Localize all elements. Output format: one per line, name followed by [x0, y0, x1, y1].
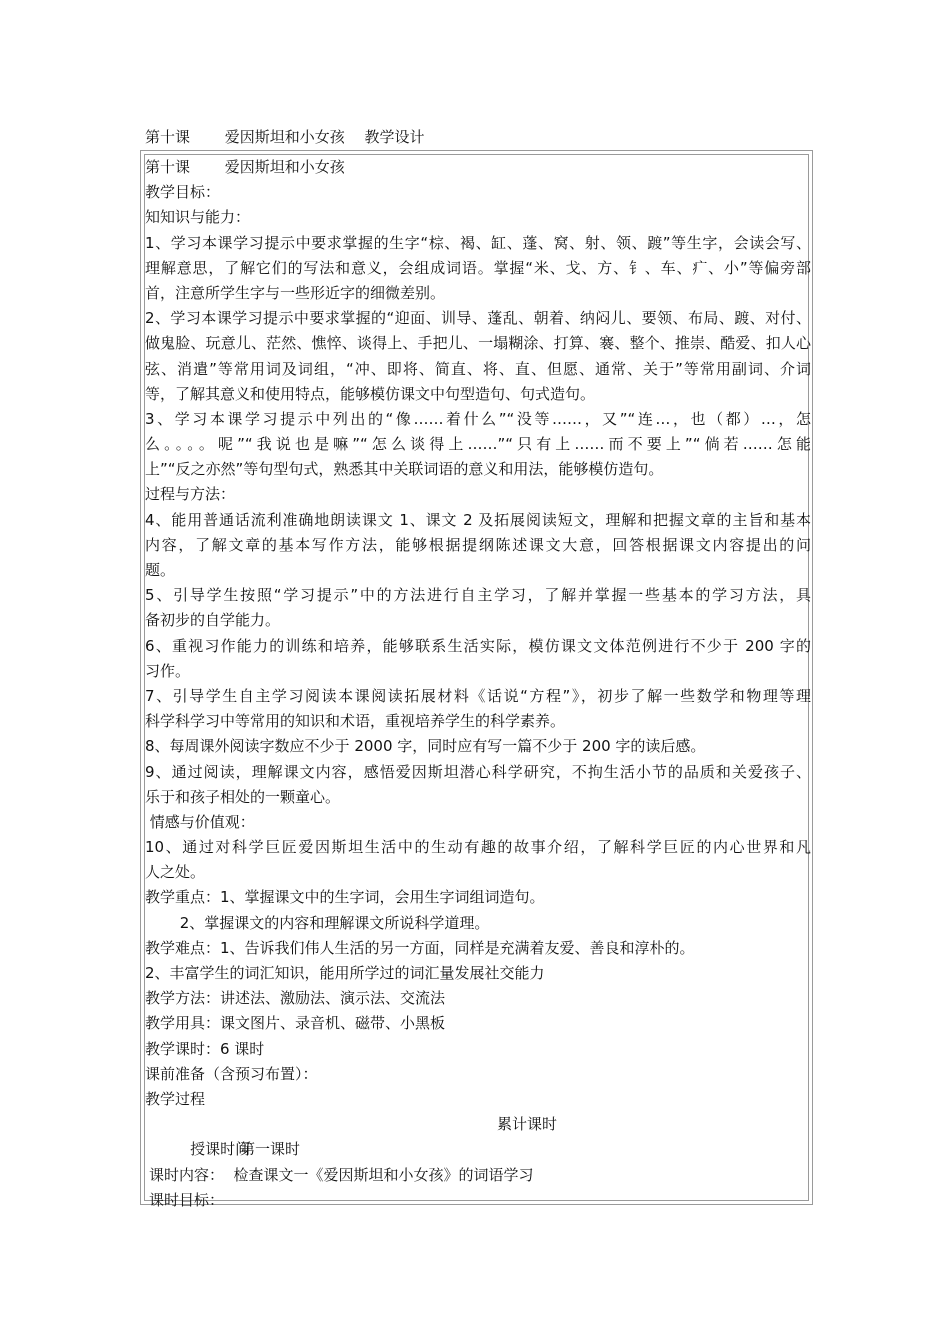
- lesson-heading: 第十课 爱因斯坦和小女孩: [145, 158, 345, 176]
- objective-3-line-1: 3、学习本课学习提示中列出的“像……着什么”“没等……，又”“连…，也（都）…，怎: [145, 409, 811, 428]
- teaching-difficulty-2: 2、丰富学生的词汇知识，能用所学过的词汇量发展社交能力: [145, 964, 545, 982]
- section-heading-teaching-process: 教学过程: [145, 1089, 206, 1108]
- objective-8-line-1: 8、每周课外阅读字数应不少于 2000 字，同时应有写一篇不少于 200 字的读后感。: [145, 737, 706, 756]
- objective-3-line-3: 上”“反之亦然”等句型句式，熟悉其中关联词语的意义和用法，能够模仿造句。: [145, 460, 664, 479]
- period-goal: 课时目标：: [149, 1190, 225, 1209]
- objective-4-line-3: 题。: [145, 561, 176, 579]
- objective-4-line-2: 内容，了解文章的基本写作方法，能够根据提纲陈述课文大意，回答根据课文内容提出的问: [145, 535, 811, 554]
- objective-1-line-3: 首，注意所学生字与一些形近字的细微差别。: [145, 283, 446, 302]
- period-heading: 第一课时: [240, 1140, 301, 1159]
- section-heading-knowledge: 知知识与能力：: [145, 208, 251, 227]
- section-heading-values: 情感与价值观：: [145, 812, 255, 831]
- objective-4-line-1: 4、能用普通话流利准确地朗读课文 1、课文 2 及拓展阅读短文，理解和把握文章的主旨和基本: [145, 510, 811, 529]
- period-content: 课时内容： 检查课文一《爱因斯坦和小女孩》的词语学习: [149, 1165, 534, 1184]
- section-heading-process: 过程与方法：: [145, 485, 236, 504]
- objective-2-line-4: 等，了解其意义和使用特点，能够模仿课文中句型造句、句式造句。: [145, 384, 596, 403]
- teaching-focus-2: 2、掌握课文的内容和理解课文所说科学道理。: [145, 913, 490, 932]
- objective-9-line-1: 9、通过阅读，理解课文内容，感悟爱因斯坦潜心科学研究，不拘生活小节的品质和关爱孩子、: [145, 762, 811, 781]
- teaching-difficulty-1: 教学难点：1、告诉我们伟人生活的另一方面，同样是充满着友爱、善良和淳朴的。: [145, 938, 695, 957]
- objective-5-line-2: 备初步的自学能力。: [145, 611, 281, 630]
- document-title: 第十课 爱因斯坦和小女孩 教学设计: [145, 128, 425, 146]
- objective-2-line-1: 2、学习本课学习提示中要求掌握的“迎面、训导、蓬乱、朝着、纳闷儿、要领、布局、踱、对付、: [145, 309, 811, 328]
- objective-7-line-2: 科学科学习中等常用的知识和术语，重视培养学生的科学素养。: [145, 712, 566, 731]
- teaching-focus-1: 教学重点：1、掌握课文中的生字词，会用生字词组词造句。: [145, 888, 545, 907]
- objective-2-line-3: 弦、消遣”等常用词及词组，“冲、即将、简直、将、直、但愿、通常、关于”等常用副词、介词: [145, 359, 811, 378]
- objective-6-line-1: 6、重视习作能力的训练和培养，能够联系生活实际，模仿课文文体范例进行不少于 200 字的: [145, 636, 811, 655]
- objective-5-line-1: 5、引导学生按照“学习提示”中的方法进行自主学习，了解并掌握一些基本的学习方法，具: [145, 586, 811, 605]
- objective-6-line-2: 习作。: [145, 661, 191, 680]
- teaching-time-label: 授课时间: [190, 1140, 251, 1159]
- objective-3-line-2: 么。。。。呢”“我说也是嘛”“怎么谈得上……”“只有上……而不要上”“倘若……怎能: [145, 435, 811, 454]
- cumulative-hours-label: 累计课时: [497, 1115, 558, 1134]
- objective-10-line-2: 人之处。: [145, 863, 206, 882]
- teaching-methods: 教学方法：讲述法、激励法、演示法、交流法: [145, 989, 446, 1008]
- teaching-hours: 教学课时：6 课时: [145, 1039, 265, 1058]
- section-heading-objectives: 教学目标：: [145, 183, 221, 202]
- content-body: [145, 155, 811, 1213]
- objective-9-line-2: 乐于和孩子相处的一颗童心。: [145, 787, 341, 806]
- objective-10-line-1: 10、通过对科学巨匠爱因斯坦生活中的生动有趣的故事介绍，了解科学巨匠的内心世界和凡: [145, 838, 811, 857]
- objective-1-line-2: 理解意思，了解它们的写法和意义，会组成词语。掌握“米、戈、方、钅、车、疒、小”等偏旁部: [145, 258, 811, 277]
- objective-2-line-2: 做鬼脸、玩意儿、茫然、憔悴、谈得上、手把儿、一塌糊涂、打算、褰、整个、推崇、酷爱、扣人心: [145, 334, 811, 353]
- teaching-tools: 教学用具：课文图片、录音机、磁带、小黑板: [145, 1014, 446, 1033]
- objective-7-line-1: 7、引导学生自主学习阅读本课阅读拓展材料《话说“方程”》，初步了解一些数学和物理等理: [145, 686, 811, 705]
- pre-class-preparation: 课前准备（含预习布置）：: [145, 1064, 318, 1083]
- objective-1-line-1: 1、学习本课学习提示中要求掌握的生字“棕、褐、缸、蓬、窝、射、领、踱”等生字，会读会写、: [145, 233, 811, 252]
